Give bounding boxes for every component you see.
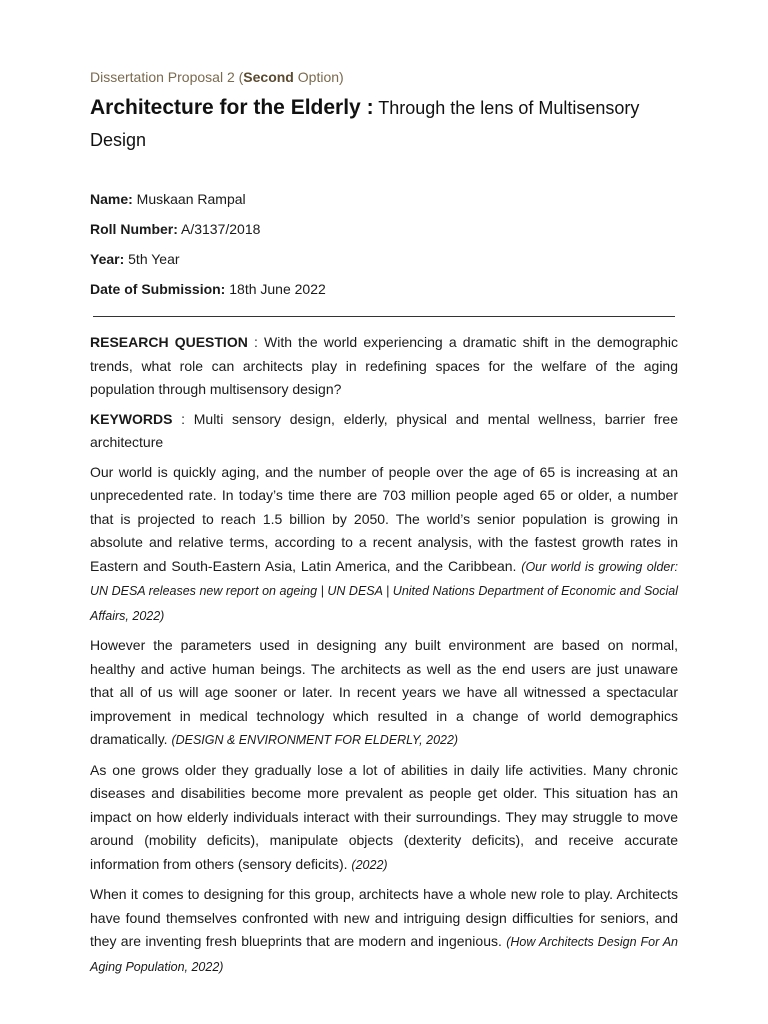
keywords bbox=[90, 408, 678, 455]
subtitle-prefix: Dissertation Proposal 2 ( bbox=[90, 69, 244, 85]
author-details bbox=[90, 190, 678, 298]
title-main: Architecture for the Elderly : bbox=[90, 96, 374, 119]
body-paragraph bbox=[90, 461, 678, 629]
title-rest: Through the lens of Multisensory Design bbox=[90, 98, 640, 150]
name-label: Name: bbox=[90, 191, 133, 207]
paragraph-text: As one grows older they gradually lose a lot of abilities in daily life activities. Many chronic diseases and disabilities become more prevalent as people get older. This situation has an impact on how elderly individuals interact with their surroundings. They may struggle to move around (mobility deficits), manipulate objects (dexterity deficits), and receive accurate information from others (sensory deficits). bbox=[90, 761, 678, 872]
paragraph-text: Our world is quickly aging, and the number of people over the age of 65 is increasing at an unprecedented rate. In today’s time there are 703 million people aged 65 or older, a number that is projected to reach 1.5 billion by 2050. The world’s senior population is growing in absolute and relative terms, according to a recent analysis, with the fastest growth rates in Eastern and South-Eastern Asia, Latin America, and the Caribbean. bbox=[90, 463, 678, 574]
year-row bbox=[90, 250, 678, 268]
subtitle-suffix: Option) bbox=[293, 69, 344, 85]
horizontal-divider bbox=[93, 316, 675, 317]
keywords-label: KEYWORDS bbox=[90, 410, 173, 427]
paragraph-text: However the parameters used in designing any built environment are based on normal, healthy and active human beings. The architects as well as the end users are just unaware that all of us will age sooner or later. In recent years we have all witnessed a spectacular improvement in medical technology which resulted in a change of world demographics dramatically. bbox=[90, 637, 678, 747]
research-question-text: : With the world experiencing a dramatic shift in the demographic trends, what role can architects play in redefining spaces for the welfare of the aging population through multisensory design? bbox=[90, 334, 678, 397]
body-paragraph bbox=[90, 759, 678, 878]
year-label: Year: bbox=[90, 251, 125, 267]
citation: (DESIGN & ENVIRONMENT FOR ELDERLY, 2022) bbox=[171, 733, 459, 747]
body-paragraph bbox=[90, 883, 678, 979]
keywords-text: : Multi sensory design, elderly, physical and mental wellness, barrier free architecture bbox=[90, 410, 678, 450]
name-value: Muskaan Rampal bbox=[132, 191, 246, 207]
research-question-label: RESEARCH QUESTION bbox=[90, 334, 248, 350]
paragraph-text: When it comes to designing for this group, architects have a whole new role to play. Architects have found themselves confronted with new and intriguing design difficulties for seniors, and they are inventing fresh blueprints that are modern and ingenious. bbox=[90, 886, 678, 949]
year-value: 5th Year bbox=[124, 251, 180, 267]
proposal-subtitle bbox=[90, 68, 678, 86]
research-question bbox=[90, 331, 678, 402]
roll-number-label: Roll Number: bbox=[90, 221, 178, 237]
submission-date-label: Date of Submission: bbox=[90, 281, 226, 297]
citation: (How Architects Design For An Aging Population, 2022) bbox=[90, 935, 679, 974]
submission-date-row bbox=[90, 280, 678, 298]
roll-number-row bbox=[90, 220, 678, 238]
citation: (Our world is growing older: UN DESA releases new report on ageing | UN DESA | United Nations Department of Economic and Social Affairs, 2022) bbox=[90, 559, 678, 623]
subtitle-bold: Second bbox=[243, 69, 294, 85]
body-paragraph bbox=[90, 634, 678, 753]
name-row bbox=[90, 190, 678, 208]
roll-number-value: A/3137/2018 bbox=[177, 221, 261, 237]
citation: (2022) bbox=[351, 857, 388, 872]
document-title bbox=[90, 90, 678, 154]
submission-date-value: 18th June 2022 bbox=[225, 281, 326, 297]
